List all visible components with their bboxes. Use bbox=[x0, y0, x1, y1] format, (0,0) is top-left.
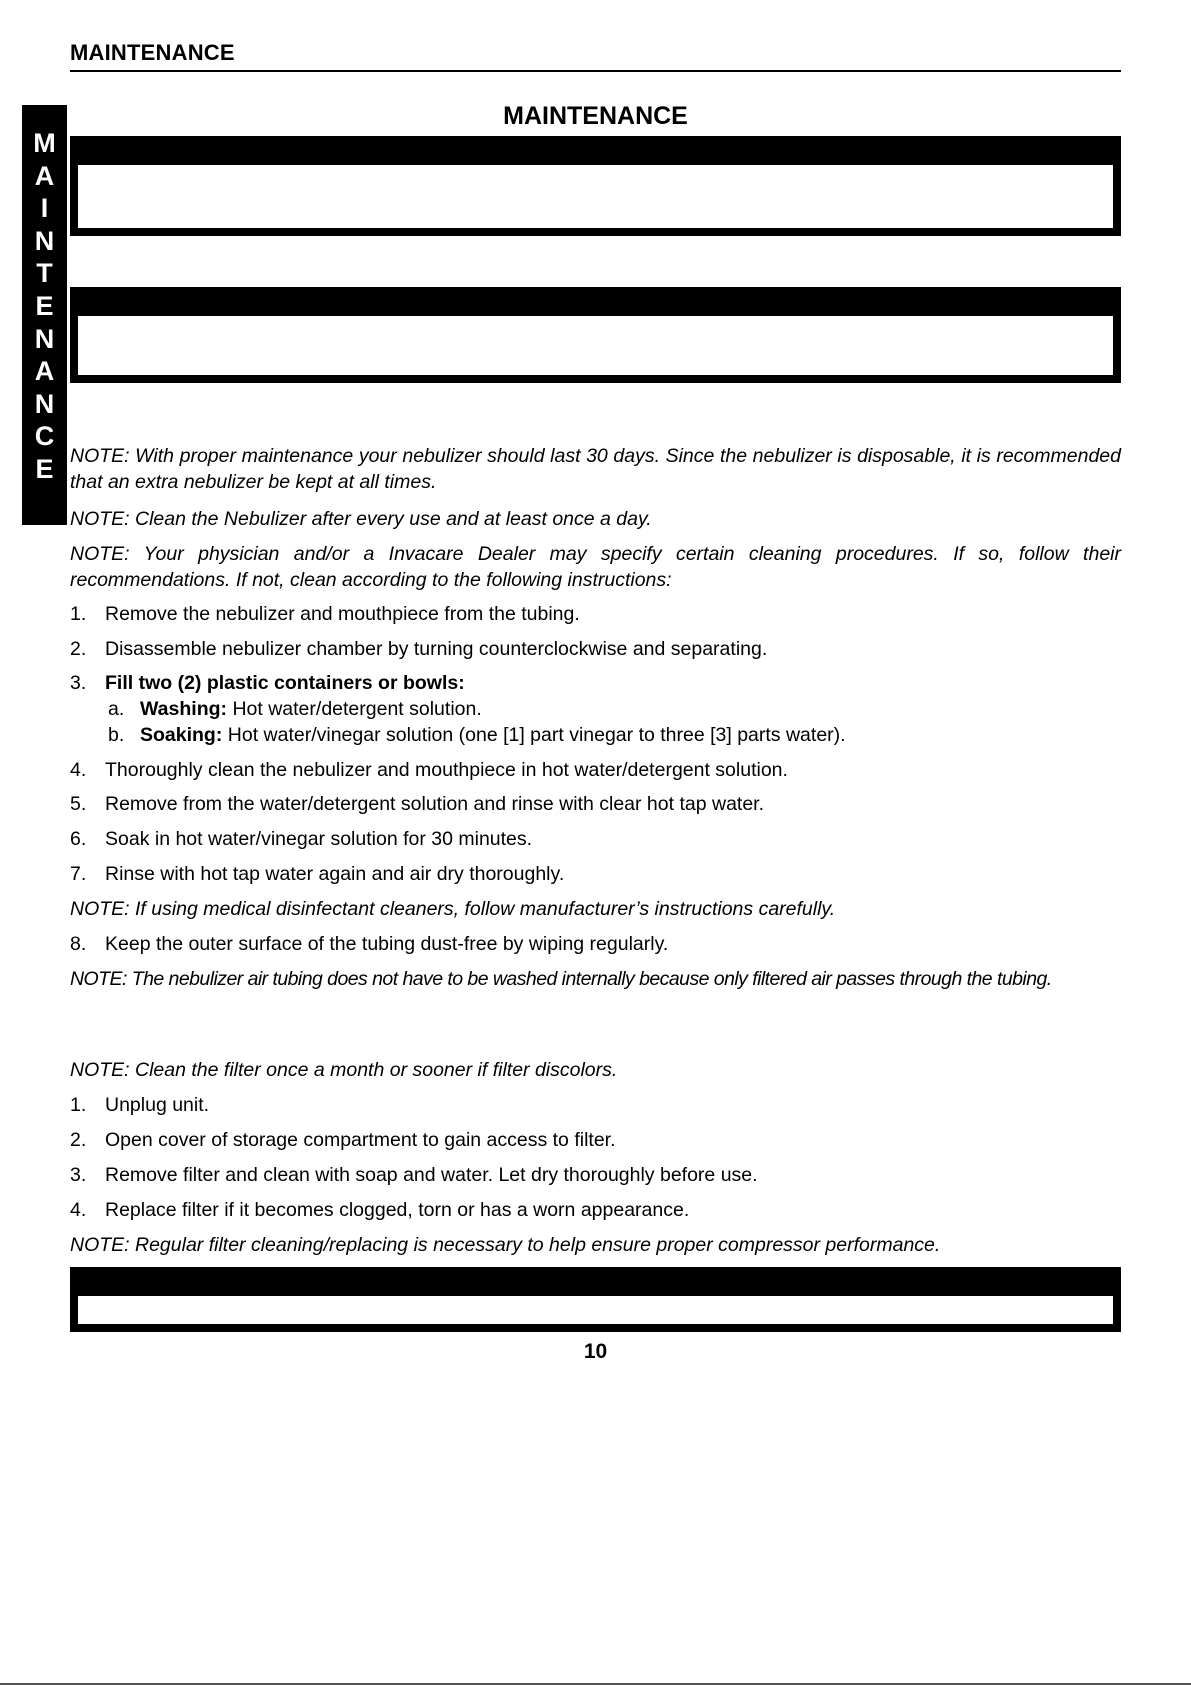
list-text: Keep the outer surface of the tubing dust-free by wiping regularly. bbox=[105, 933, 669, 955]
side-tab-letter: T bbox=[36, 258, 53, 289]
warning-box-1-body bbox=[78, 165, 1113, 228]
list-text: Thoroughly clean the nebulizer and mouthpiece in hot water/detergent solution. bbox=[105, 759, 788, 781]
warning-box-3 bbox=[70, 1267, 1121, 1332]
note-air-tubing: NOTE: The nebulizer air tubing does not have to be washed internally because only filtered air passes through the tubing. bbox=[70, 968, 1052, 990]
warning-box-2-body bbox=[78, 316, 1113, 375]
note-filter-performance: NOTE: Regular filter cleaning/replacing is necessary to help ensure proper compressor performance. bbox=[70, 1234, 941, 1256]
list-text: Soak in hot water/vinegar solution for 30 minutes. bbox=[105, 828, 533, 850]
side-tab bbox=[22, 105, 67, 525]
sub-list-content bbox=[140, 722, 846, 748]
header-rule bbox=[70, 70, 1121, 72]
list-text: Remove filter and clean with soap and water. Let dry thoroughly before use. bbox=[105, 1164, 758, 1186]
sub-list-content bbox=[140, 696, 482, 722]
side-tab-letter: M bbox=[33, 128, 56, 158]
warning-box-3-body bbox=[78, 1296, 1113, 1324]
sub-list-label: Washing: bbox=[140, 698, 228, 720]
warning-box-1 bbox=[70, 136, 1121, 236]
side-tab-letter: N bbox=[34, 323, 55, 354]
list-number: 1. bbox=[70, 603, 87, 625]
sub-list-letter: b. bbox=[108, 724, 125, 746]
list-text: Replace filter if it becomes clogged, torn or has a worn appearance. bbox=[105, 1199, 690, 1221]
list-text: Open cover of storage compartment to gain access to filter. bbox=[105, 1129, 616, 1151]
list-number: 2. bbox=[70, 1129, 87, 1151]
list-number: 2. bbox=[70, 638, 87, 660]
sub-list-text: Hot water/vinegar solution (one [1] part vinegar to three [3] parts water). bbox=[222, 724, 846, 746]
side-tab-letter: C bbox=[34, 421, 55, 452]
sub-list-text: Hot water/detergent solution. bbox=[227, 698, 482, 720]
side-tab-letter: E bbox=[35, 290, 54, 321]
note-clean-daily: NOTE: Clean the Nebulizer after every use and at least once a day. bbox=[70, 508, 652, 530]
list-text: Unplug unit. bbox=[105, 1094, 210, 1116]
side-tab-letter: I bbox=[40, 193, 49, 224]
list-text: Fill two (2) plastic containers or bowls: bbox=[105, 672, 465, 694]
side-tab-letter: A bbox=[34, 356, 55, 387]
list-number: 4. bbox=[70, 1199, 87, 1221]
list-number: 7. bbox=[70, 863, 87, 885]
running-head: MAINTENANCE bbox=[70, 40, 235, 65]
list-number: 6. bbox=[70, 828, 87, 850]
list-text: Disassemble nebulizer chamber by turning counterclockwise and separating. bbox=[105, 638, 768, 660]
note-disinfectant: NOTE: If using medical disinfectant cleaners, follow manufacturer’s instructions carefully. bbox=[70, 898, 836, 920]
side-tab-letter: A bbox=[34, 160, 55, 191]
list-number: 8. bbox=[70, 933, 87, 955]
warning-box-2 bbox=[70, 287, 1121, 383]
list-text: Remove the nebulizer and mouthpiece from the tubing. bbox=[105, 603, 580, 625]
section-title: MAINTENANCE bbox=[503, 102, 688, 130]
list-number: 4. bbox=[70, 759, 87, 781]
list-text: Rinse with hot tap water again and air dry thoroughly. bbox=[105, 863, 565, 885]
side-tab-letter: E bbox=[35, 453, 54, 484]
list-number: 5. bbox=[70, 793, 87, 815]
list-text: Remove from the water/detergent solution and rinse with clear hot tap water. bbox=[105, 793, 765, 815]
page-number: 10 bbox=[583, 1340, 608, 1363]
list-number: 3. bbox=[70, 672, 87, 694]
side-tab-letter: N bbox=[34, 388, 55, 419]
list-number: 3. bbox=[70, 1164, 87, 1186]
sub-list-label: Soaking: bbox=[140, 724, 223, 746]
list-number: 1. bbox=[70, 1094, 87, 1116]
note-nebulizer-lifespan: NOTE: With proper maintenance your nebulizer should last 30 days. Since the nebulizer is disposable, it is recommended that an extra nebulizer be kept at all times. bbox=[70, 445, 1121, 493]
note-physician-procedures: NOTE: Your physician and/or a Invacare Dealer may specify certain cleaning procedures. If so, follow their recommendations. If not, clean according to the following instructions: bbox=[70, 543, 1121, 591]
sub-list-letter: a. bbox=[108, 698, 125, 720]
side-tab-letter: N bbox=[34, 225, 55, 256]
note-filter-monthly: NOTE: Clean the filter once a month or sooner if filter discolors. bbox=[70, 1059, 618, 1081]
